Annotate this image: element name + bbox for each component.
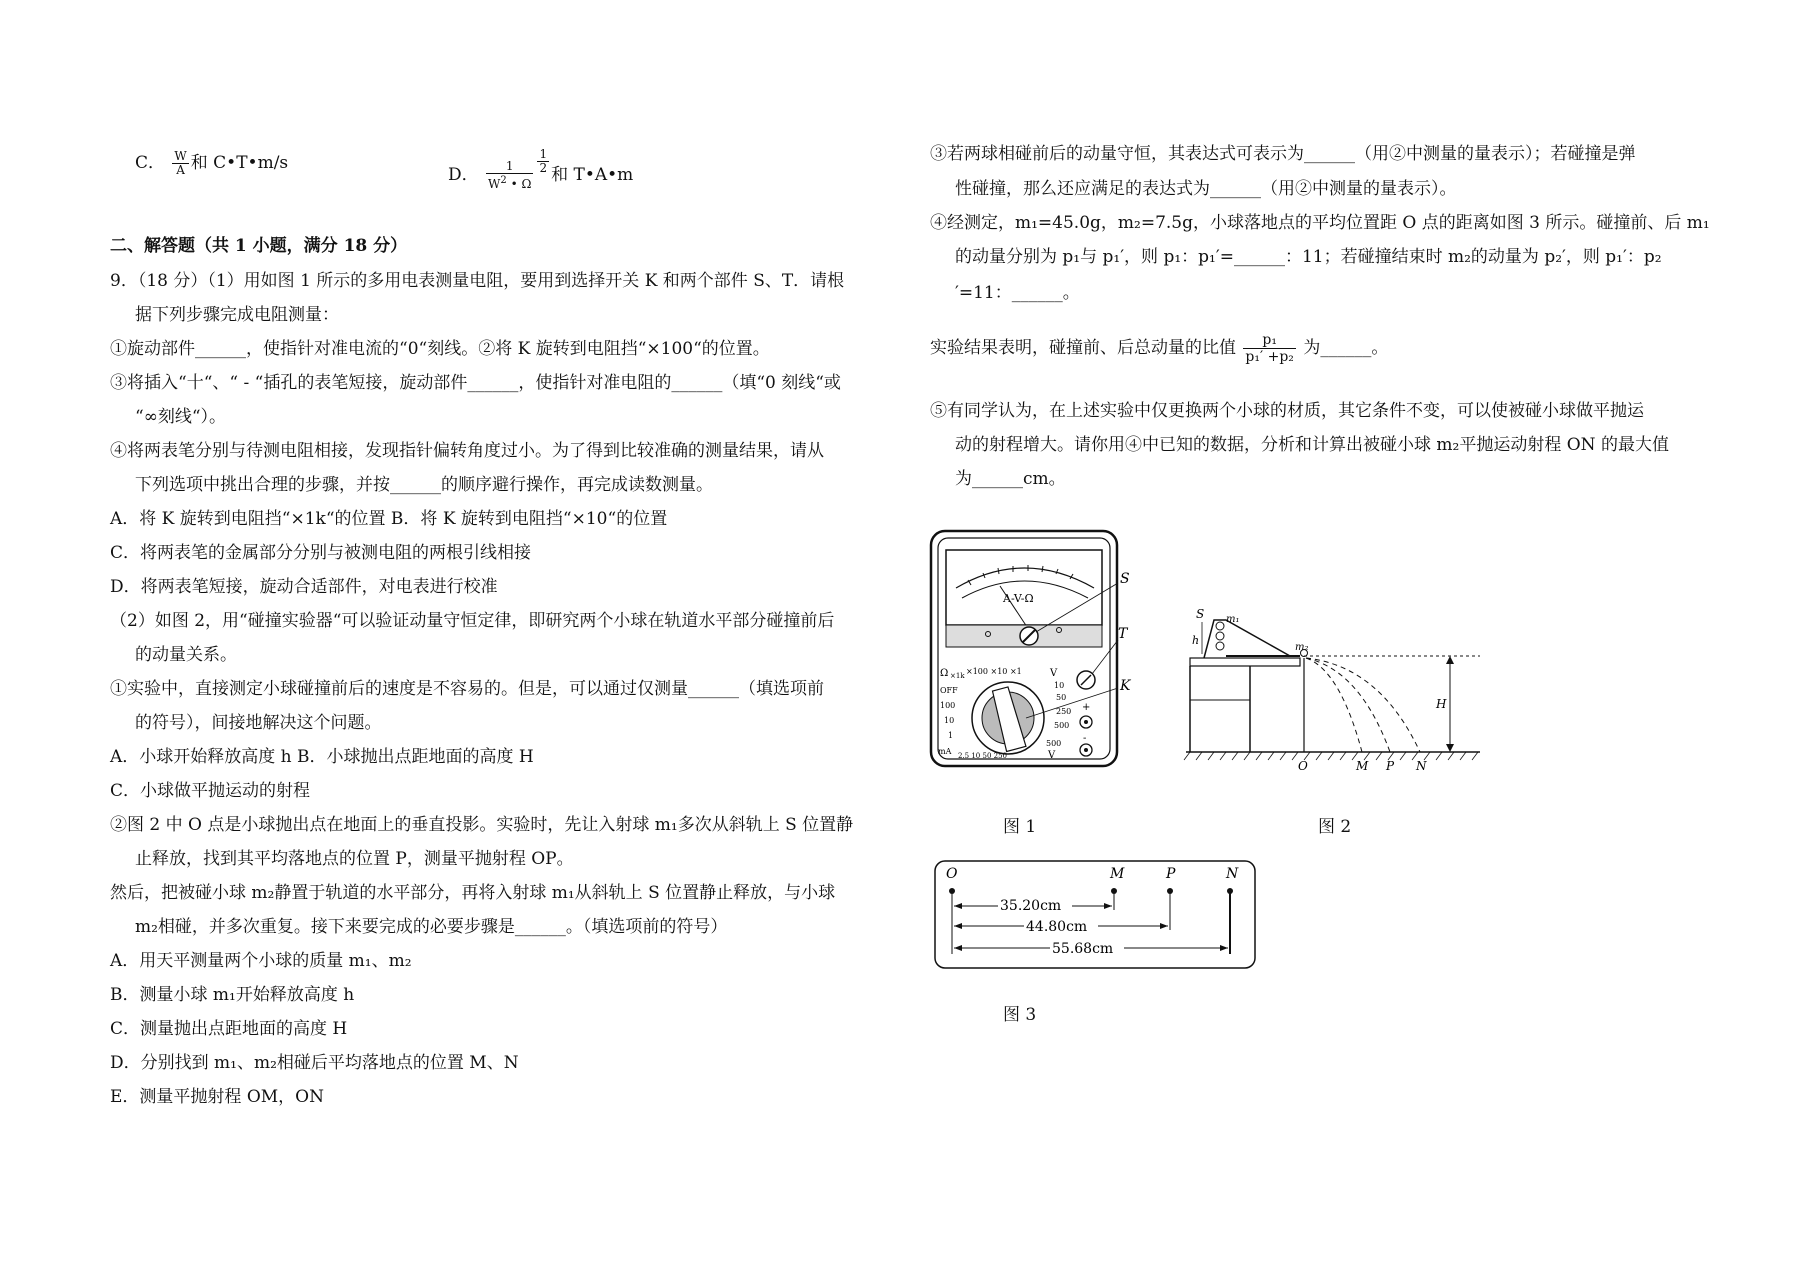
arrow [1104,903,1112,909]
option-c-top [135,150,288,177]
frac-omega: Ω [521,177,532,191]
tick-left: 1 [948,731,954,740]
minus-jack-label: - [1083,733,1087,744]
text-line: C．将两表笔的金属部分分别与被测电阻的两根引线相接 [110,543,532,563]
plus-jack-label: + [1082,702,1091,713]
distance-on: 55.68cm [1052,941,1114,957]
table-top [1190,658,1300,666]
ma-label: mA [938,747,952,756]
text-line: 性碰撞，那么还应满足的表达式为______（用②中测量的量表示）。 [955,179,1457,199]
label-k: K [1120,678,1131,694]
trajectory-m [1306,658,1362,752]
text-line: C．小球做平抛运动的射程 [110,781,311,801]
frac-bullet: • [510,177,518,191]
text-line: ①旋动部件______，使指针对准电流的“0“刻线。②将 K 旋转到电阻挡“×100“的位置。 [110,339,770,359]
frac-num: 1 [486,160,533,174]
text-line: ①实验中，直接测定小球碰撞前后的速度是不容易的。但是，可以通过仅测量______（填选项前 [110,679,824,699]
option-c-text: 和 C•T•m/s [190,153,289,173]
ohm-adjust-slot [1081,675,1091,685]
option-d-text: 和 T•A•m [551,165,634,185]
frac-den: A [176,163,185,177]
option-d-fraction-2 [537,148,549,175]
leader-k [1026,688,1118,718]
text-line: B．测量小球 m₁开始释放高度 h [110,985,355,1005]
frac-num: p₁ [1243,332,1296,349]
arrow [954,945,962,951]
text-line: A．将 K 旋转到电阻挡“×1k“的位置 B．将 K 旋转到电阻挡“×10“的位置 [110,509,668,529]
bottom-ticks: 2.5 10 50 250 [958,752,1007,760]
dial-arc [956,568,1094,588]
figure-2-collision-apparatus [1180,600,1500,775]
text-line: ④经测定，m₁=45.0g，m₂=7.5g，小球落地点的平均位置距 O 点的距离如图 3 所示。碰撞前、后 m₁ [930,213,1710,233]
tick-left: 100 [940,701,956,710]
scale-top: ×100 ×10 ×1 [966,667,1022,676]
ground-label-n: N [1416,759,1427,773]
text-line: 下列选项中挑出合理的步骤，并按______的顺序避行操作，再完成读数测量。 [135,475,713,495]
text-line: （2）如图 2，用“碰撞实验器“可以验证动量守恒定律，即研究两个小球在轨道水平部分碰撞前后 [110,611,835,631]
ratio-line [930,332,1388,365]
label-t: T [1118,626,1128,642]
text-line: m₂相碰，并多次重复。接下来要完成的必要步骤是______。（填选项前的符号） [135,917,728,937]
text-line: ⑤有同学认为，在上述实验中仅更换两个小球的材质，其它条件不变，可以使被碰小球做平抛运 [930,401,1644,421]
trajectory-p [1306,658,1390,752]
tick-right: 50 [1056,693,1067,702]
text-line: C．测量抛出点距地面的高度 H [110,1019,348,1039]
figure-1-caption: 图 1 [1003,817,1037,837]
arrow [1220,945,1228,951]
text-line: 的符号），间接地解决这个问题。 [135,713,382,733]
text-line: A．用天平测量两个小球的质量 m₁、m₂ [110,951,412,971]
tick-right: 10 [1054,681,1065,690]
figure-3-distances [932,858,1262,973]
arrow-down [1446,744,1454,752]
point-label-p: P [1166,866,1176,882]
option-c-label: C． [135,153,166,173]
ground-label-p: P [1386,759,1395,773]
ratio-prefix: 实验结果表明，碰撞前、后总动量的比值 [930,338,1236,358]
v-label: V [1050,668,1058,679]
label-m1: m₁ [1226,614,1240,625]
frac-num: W [174,149,187,163]
ratio-suffix: 为______。 [1303,338,1389,358]
label-s: S [1120,571,1130,587]
momentum-ratio-fraction [1243,332,1296,365]
dial-window [946,550,1102,625]
label-s: S [1196,607,1205,621]
trajectory-n [1306,658,1420,752]
minus-jack-hole [1084,748,1088,752]
frac-den-w: W [488,177,501,191]
frac-den: p₁′ +p₂ [1245,349,1294,365]
frac-den: 2 [539,161,548,175]
tick-left: 10 [944,716,955,725]
text-line: A．小球开始释放高度 h B．小球抛出点距地面的高度 H [110,747,534,767]
frac-num: 1 [539,147,548,161]
point-label-m: M [1110,866,1125,882]
dial-label: A-V-Ω [1003,592,1034,605]
option-d-top [448,148,633,191]
ball-m1-top [1216,622,1224,630]
text-line: ②图 2 中 O 点是小球抛出点在地面上的垂直投影。实验时，先让入射球 m₁多次从斜轨上 S 位置静 [110,815,854,835]
option-d-fraction-1 [486,160,533,191]
label-h: h [1192,634,1200,647]
label-m2: m₂ [1295,642,1309,653]
distance-om: 35.20cm [1000,898,1062,914]
omega-label: Ω [940,668,949,679]
v-bottom-unit: V [1048,750,1056,761]
ball-stack [1216,632,1224,640]
arrow [1160,923,1168,929]
text-line: “∞刻线“）。 [135,407,227,427]
arrow [954,923,962,929]
figure-3-caption: 图 3 [1003,1005,1037,1025]
ohm-multiplier: ×1k [950,672,965,680]
tick-right: 500 [1054,721,1070,730]
text-line: 据下列步骤完成电阻测量： [135,305,339,325]
v-bottom: 500 [1046,739,1062,748]
off-label: OFF [940,686,958,695]
distance-op: 44.80cm [1026,919,1088,935]
point-label-o: O [946,866,958,882]
text-line: D．分别找到 m₁、m₂相碰后平均落地点的位置 M、N [110,1053,519,1073]
text-line: ′=11：______。 [955,283,1080,303]
ball-stack [1216,642,1224,650]
option-d-label: D． [448,165,479,185]
text-line: D．将两表笔短接，旋动合适部件，对电表进行校准 [110,577,498,597]
text-line: 的动量关系。 [135,645,237,665]
text-line: E．测量平抛射程 OM，ON [110,1087,324,1107]
frac-den [486,174,533,191]
text-line: ③将插入“十“、“ - “插孔的表笔短接，旋动部件______，使指针对准电阻的______（填“0 刻线“或 [110,373,841,393]
frac-exp: 2 [500,175,507,186]
figure-1-multimeter [928,528,1138,773]
arrow [954,903,962,909]
ground-hatch [1184,752,1478,760]
option-c-fraction [172,150,188,177]
text-line: 9．（18 分）（1）用如图 1 所示的多用电表测量电阻，要用到选择开关 K 和两个部件 S、T．请根 [110,271,845,291]
ground-label-m: M [1356,759,1369,773]
section-title: 二、解答题（共 1 小题，满分 18 分） [110,236,408,256]
text-line: 止释放，找到其平均落地点的位置 P，测量平抛射程 OP。 [135,849,574,869]
text-line: 为______cm。 [955,469,1066,489]
label-H: H [1436,697,1447,711]
figure-2-caption: 图 2 [1318,817,1352,837]
ground-label-o: O [1298,759,1308,773]
text-line: 动的射程增大。请你用④中已知的数据，分析和计算出被碰小球 m₂平抛运动射程 ON 的最大值 [955,435,1669,455]
text-line: ④将两表笔分别与待测电阻相接，发现指针偏转角度过小。为了得到比较准确的测量结果，请从 [110,441,824,461]
text-line: 然后，把被碰小球 m₂静置于轨道的水平部分，再将入射球 m₁从斜轨上 S 位置静止释放，与小球 [110,883,836,903]
plus-jack-hole [1084,720,1088,724]
tick-right: 250 [1056,707,1072,716]
arrow-up [1446,656,1454,664]
text-line: ③若两球相碰前后的动量守恒，其表达式可表示为______（用②中测量的量表示）；若碰撞是弹 [930,144,1636,164]
text-line: 的动量分别为 p₁与 p₁′，则 p₁：p₁′=______：11；若碰撞结束时 m₂的动量为 p₂′，则 p₁′：p₂ [955,247,1662,267]
point-label-n: N [1226,866,1239,882]
